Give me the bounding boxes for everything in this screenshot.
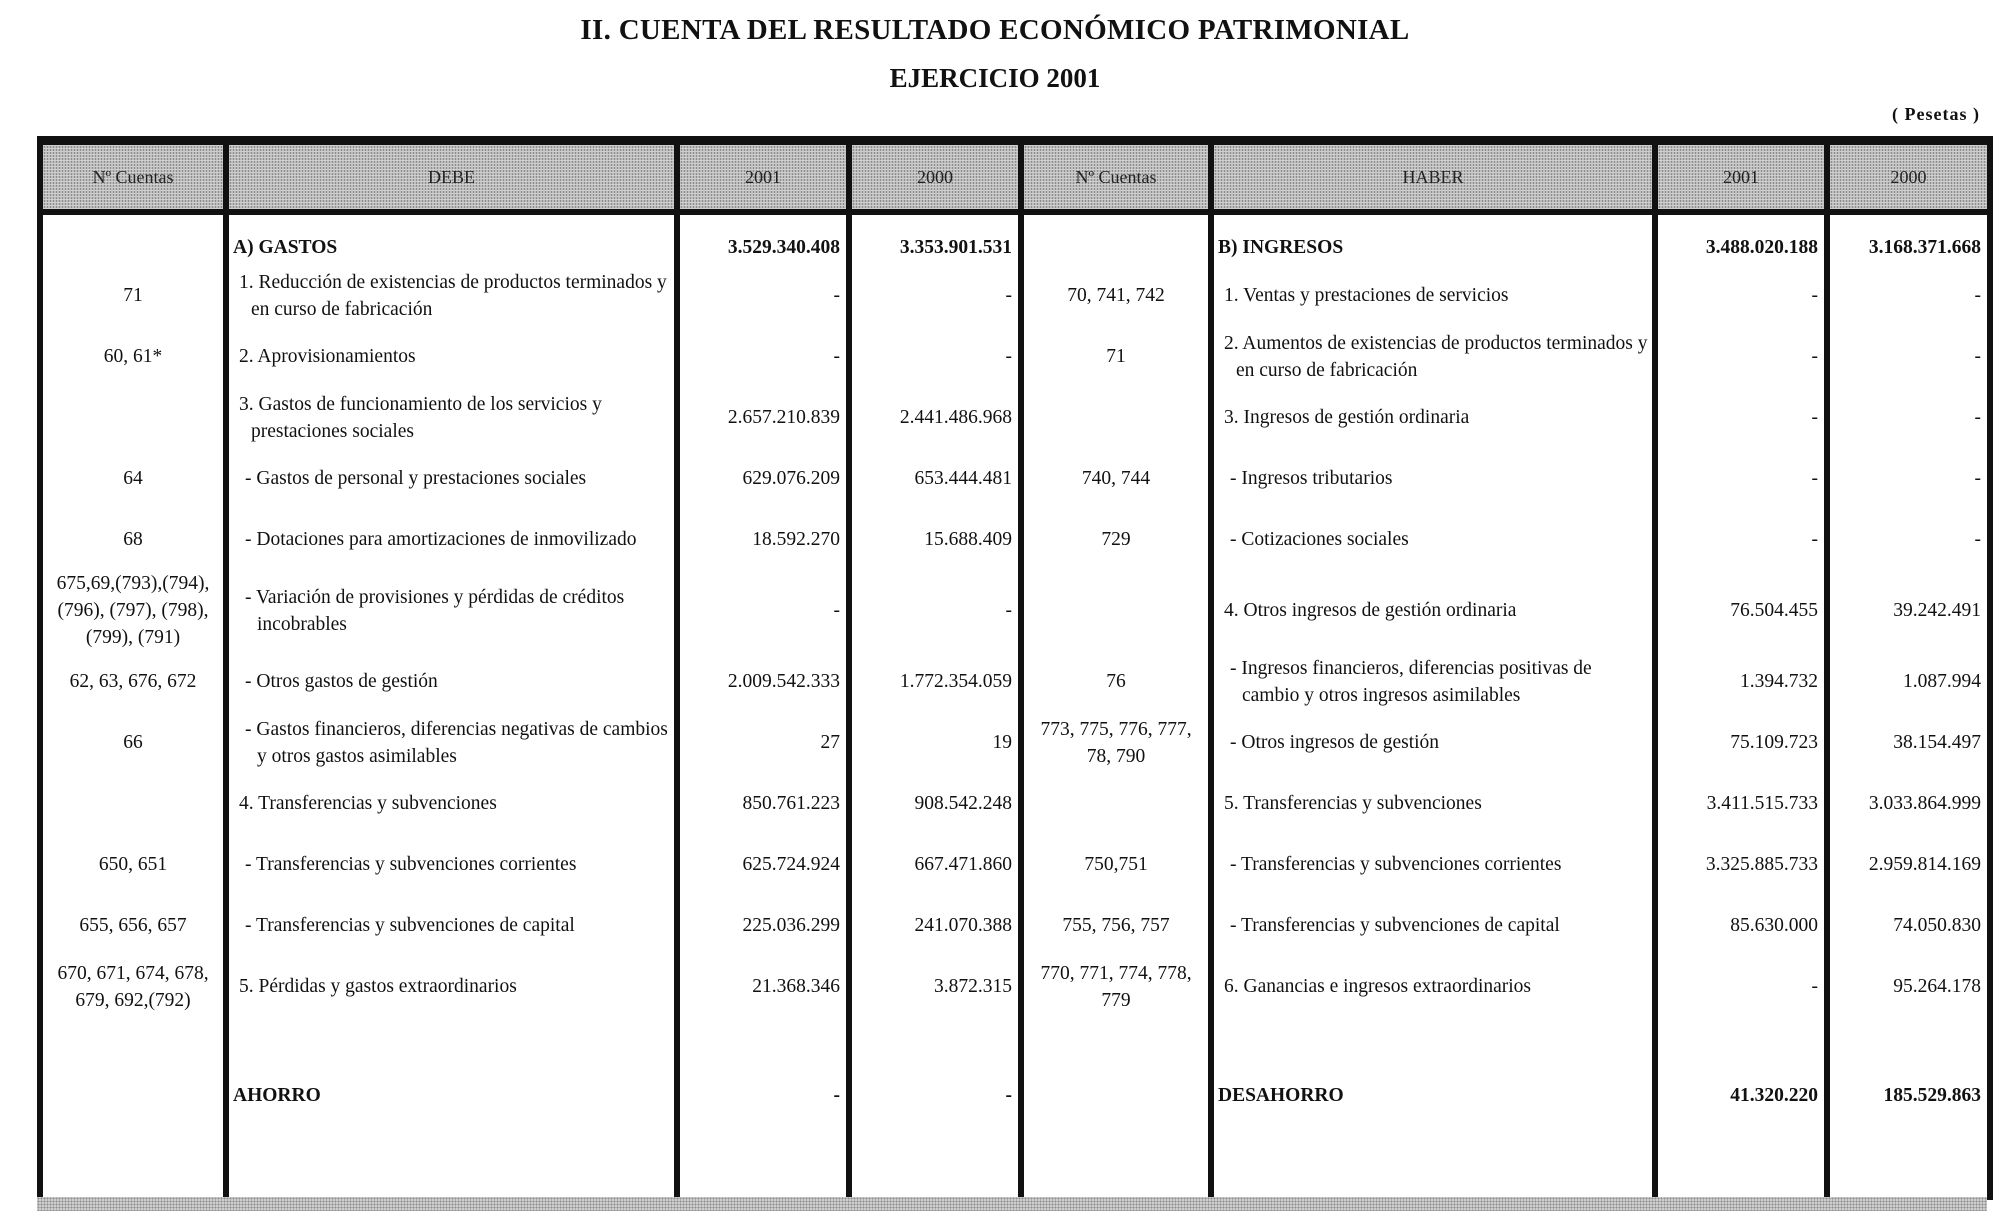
credit-2000-cell: 3.168.371.668 — [1827, 229, 1990, 265]
document-subtitle: EJERCICIO 2001 — [889, 63, 1101, 93]
debit-concept-cell: 2. Aprovisionamientos — [226, 326, 677, 387]
debit-accounts-cell — [40, 229, 226, 265]
table-row — [40, 712, 1990, 773]
credit-accounts-cell — [1021, 1065, 1211, 1126]
spacer-row — [40, 212, 1990, 229]
table-body — [40, 212, 1990, 1200]
credit-2001-cell: 3.411.515.733 — [1655, 773, 1827, 834]
debit-2001-cell: 625.724.924 — [677, 834, 849, 895]
table-row — [40, 1065, 1990, 1126]
credit-2001-cell: - — [1655, 265, 1827, 326]
debit-accounts-cell: 655, 656, 657 — [40, 895, 226, 956]
table-row — [40, 834, 1990, 895]
credit-2001-cell: 3.488.020.188 — [1655, 229, 1827, 265]
table-row — [40, 1126, 1990, 1200]
table-row — [40, 570, 1990, 651]
table-row — [40, 448, 1990, 509]
credit-concept-cell: 3. Ingresos de gestión ordinaria — [1211, 387, 1655, 448]
debit-2000-cell: - — [849, 265, 1021, 326]
header-debit-accounts: Nº Cuentas — [40, 141, 226, 213]
debit-2000-cell: - — [849, 326, 1021, 387]
credit-2000-cell: - — [1827, 326, 1990, 387]
credit-accounts-cell — [1021, 387, 1211, 448]
debit-2000-cell: 667.471.860 — [849, 834, 1021, 895]
debit-accounts-cell: 650, 651 — [40, 834, 226, 895]
credit-2000-cell: 1.087.994 — [1827, 651, 1990, 712]
debit-2001-cell: 629.076.209 — [677, 448, 849, 509]
debit-2000-cell: 1.772.354.059 — [849, 651, 1021, 712]
debit-accounts-cell — [40, 773, 226, 834]
debit-2001-cell: 2.657.210.839 — [677, 387, 849, 448]
credit-2001-cell: 1.394.732 — [1655, 651, 1827, 712]
debit-2000-cell: 908.542.248 — [849, 773, 1021, 834]
debit-2000-cell: 3.872.315 — [849, 956, 1021, 1017]
header-debit-2001: 2001 — [677, 141, 849, 213]
debit-accounts-cell — [40, 1065, 226, 1126]
debit-concept-cell: 1. Reducción de existencias de productos terminados y en curso de fabricación — [226, 265, 677, 326]
debit-2000-cell: 19 — [849, 712, 1021, 773]
credit-concept-cell: 1. Ventas y prestaciones de servicios — [1211, 265, 1655, 326]
debit-2001-cell: 225.036.299 — [677, 895, 849, 956]
debit-2001-cell: 27 — [677, 712, 849, 773]
credit-2001-cell: 41.320.220 — [1655, 1065, 1827, 1126]
credit-concept-cell: - Otros ingresos de gestión — [1211, 712, 1655, 773]
credit-2000-cell: 95.264.178 — [1827, 956, 1990, 1017]
credit-accounts-cell — [1021, 229, 1211, 265]
debit-accounts-cell: 68 — [40, 509, 226, 570]
credit-accounts-cell: 770, 771, 774, 778, 779 — [1021, 956, 1211, 1017]
credit-concept-cell — [1211, 1126, 1655, 1200]
credit-accounts-cell: 773, 775, 776, 777, 78, 790 — [1021, 712, 1211, 773]
credit-2001-cell: - — [1655, 326, 1827, 387]
debit-concept-cell: A) GASTOS — [226, 229, 677, 265]
debit-concept-cell: - Gastos financieros, diferencias negativas de cambios y otros gastos asimilables — [226, 712, 677, 773]
debit-2000-cell: 241.070.388 — [849, 895, 1021, 956]
table-row — [40, 326, 1990, 387]
debit-concept-cell: 5. Pérdidas y gastos extraordinarios — [226, 956, 677, 1017]
debit-accounts-cell: 62, 63, 676, 672 — [40, 651, 226, 712]
credit-2000-cell: - — [1827, 387, 1990, 448]
table-row — [40, 509, 1990, 570]
header-credit-accounts: Nº Cuentas — [1021, 141, 1211, 213]
credit-concept-cell: 2. Aumentos de existencias de productos terminados y en curso de fabricación — [1211, 326, 1655, 387]
debit-concept-cell — [226, 1017, 677, 1065]
credit-2000-cell: - — [1827, 448, 1990, 509]
credit-2000-cell — [1827, 1017, 1990, 1065]
credit-concept-cell: B) INGRESOS — [1211, 229, 1655, 265]
credit-accounts-cell: 70, 741, 742 — [1021, 265, 1211, 326]
table-row — [40, 1017, 1990, 1065]
table-bottom-rule — [37, 1197, 1987, 1211]
table-row — [40, 956, 1990, 1017]
debit-accounts-cell — [40, 387, 226, 448]
credit-2000-cell: 74.050.830 — [1827, 895, 1990, 956]
credit-2001-cell: 76.504.455 — [1655, 570, 1827, 651]
debit-2001-cell: 850.761.223 — [677, 773, 849, 834]
credit-2000-cell: 3.033.864.999 — [1827, 773, 1990, 834]
credit-concept-cell: 5. Transferencias y subvenciones — [1211, 773, 1655, 834]
credit-2000-cell: - — [1827, 509, 1990, 570]
credit-2001-cell: 3.325.885.733 — [1655, 834, 1827, 895]
header-debe: DEBE — [226, 141, 677, 213]
credit-accounts-cell: 71 — [1021, 326, 1211, 387]
credit-2000-cell: 39.242.491 — [1827, 570, 1990, 651]
credit-2001-cell: - — [1655, 448, 1827, 509]
credit-concept-cell: - Ingresos tributarios — [1211, 448, 1655, 509]
debit-2001-cell: - — [677, 326, 849, 387]
debit-2000-cell: 653.444.481 — [849, 448, 1021, 509]
header-haber: HABER — [1211, 141, 1655, 213]
credit-2000-cell: 38.154.497 — [1827, 712, 1990, 773]
debit-2000-cell: 15.688.409 — [849, 509, 1021, 570]
debit-concept-cell: 3. Gastos de funcionamiento de los servicios y prestaciones sociales — [226, 387, 677, 448]
table-row — [40, 773, 1990, 834]
debit-concept-cell: AHORRO — [226, 1065, 677, 1126]
debit-concept-cell: - Otros gastos de gestión — [226, 651, 677, 712]
debit-2000-cell: 3.353.901.531 — [849, 229, 1021, 265]
credit-concept-cell: - Transferencias y subvenciones de capital — [1211, 895, 1655, 956]
debit-concept-cell: - Gastos de personal y prestaciones sociales — [226, 448, 677, 509]
credit-2001-cell: 85.630.000 — [1655, 895, 1827, 956]
debit-2001-cell: 2.009.542.333 — [677, 651, 849, 712]
credit-2000-cell: 185.529.863 — [1827, 1065, 1990, 1126]
debit-accounts-cell: 60, 61* — [40, 326, 226, 387]
credit-concept-cell — [1211, 1017, 1655, 1065]
credit-accounts-cell — [1021, 1126, 1211, 1200]
header-debit-2000: 2000 — [849, 141, 1021, 213]
debit-2001-cell: - — [677, 265, 849, 326]
debit-2000-cell — [849, 1017, 1021, 1065]
table-row — [40, 895, 1990, 956]
credit-2001-cell: 75.109.723 — [1655, 712, 1827, 773]
income-statement-table — [37, 136, 1993, 1200]
debit-2000-cell — [849, 1126, 1021, 1200]
credit-accounts-cell: 729 — [1021, 509, 1211, 570]
credit-accounts-cell — [1021, 773, 1211, 834]
debit-accounts-cell: 66 — [40, 712, 226, 773]
credit-2001-cell: - — [1655, 387, 1827, 448]
credit-accounts-cell: 750,751 — [1021, 834, 1211, 895]
debit-2001-cell: 21.368.346 — [677, 956, 849, 1017]
debit-concept-cell: - Dotaciones para amortizaciones de inmovilizado — [226, 509, 677, 570]
debit-2001-cell — [677, 1017, 849, 1065]
debit-concept-cell: - Transferencias y subvenciones de capital — [226, 895, 677, 956]
debit-2001-cell: 3.529.340.408 — [677, 229, 849, 265]
table-row — [40, 229, 1990, 265]
credit-accounts-cell: 76 — [1021, 651, 1211, 712]
table-row — [40, 651, 1990, 712]
credit-concept-cell: - Ingresos financieros, diferencias positivas de cambio y otros ingresos asimilables — [1211, 651, 1655, 712]
debit-accounts-cell: 64 — [40, 448, 226, 509]
document-title: II. CUENTA DEL RESULTADO ECONÓMICO PATRIMONIAL — [580, 14, 1410, 46]
currency-units-label: ( Pesetas ) — [1892, 104, 1980, 124]
debit-2001-cell: - — [677, 570, 849, 651]
debit-2000-cell: - — [849, 1065, 1021, 1126]
credit-2000-cell: - — [1827, 265, 1990, 326]
credit-concept-cell: DESAHORRO — [1211, 1065, 1655, 1126]
credit-2001-cell — [1655, 1017, 1827, 1065]
credit-concept-cell: - Cotizaciones sociales — [1211, 509, 1655, 570]
debit-accounts-cell: 670, 671, 674, 678, 679, 692,(792) — [40, 956, 226, 1017]
credit-2001-cell: - — [1655, 956, 1827, 1017]
credit-2000-cell: 2.959.814.169 — [1827, 834, 1990, 895]
header-credit-2001: 2001 — [1655, 141, 1827, 213]
credit-concept-cell: 6. Ganancias e ingresos extraordinarios — [1211, 956, 1655, 1017]
table-row — [40, 265, 1990, 326]
debit-concept-cell: - Variación de provisiones y pérdidas de créditos incobrables — [226, 570, 677, 651]
debit-accounts-cell: 71 — [40, 265, 226, 326]
debit-concept-cell — [226, 1126, 677, 1200]
debit-concept-cell: - Transferencias y subvenciones corrientes — [226, 834, 677, 895]
header-credit-2000: 2000 — [1827, 141, 1990, 213]
credit-concept-cell: - Transferencias y subvenciones corrientes — [1211, 834, 1655, 895]
debit-2001-cell: - — [677, 1065, 849, 1126]
credit-concept-cell: 4. Otros ingresos de gestión ordinaria — [1211, 570, 1655, 651]
debit-accounts-cell — [40, 1126, 226, 1200]
debit-accounts-cell — [40, 1017, 226, 1065]
credit-accounts-cell — [1021, 570, 1211, 651]
debit-2001-cell: 18.592.270 — [677, 509, 849, 570]
credit-accounts-cell: 755, 756, 757 — [1021, 895, 1211, 956]
credit-accounts-cell — [1021, 1017, 1211, 1065]
debit-accounts-cell: 675,69,(793),(794), (796), (797), (798), (799), (791) — [40, 570, 226, 651]
credit-2000-cell — [1827, 1126, 1990, 1200]
debit-concept-cell: 4. Transferencias y subvenciones — [226, 773, 677, 834]
debit-2001-cell — [677, 1126, 849, 1200]
table-row — [40, 387, 1990, 448]
debit-2000-cell: - — [849, 570, 1021, 651]
table-header-row — [40, 141, 1990, 213]
credit-accounts-cell: 740, 744 — [1021, 448, 1211, 509]
credit-2001-cell — [1655, 1126, 1827, 1200]
credit-2001-cell: - — [1655, 509, 1827, 570]
debit-2000-cell: 2.441.486.968 — [849, 387, 1021, 448]
